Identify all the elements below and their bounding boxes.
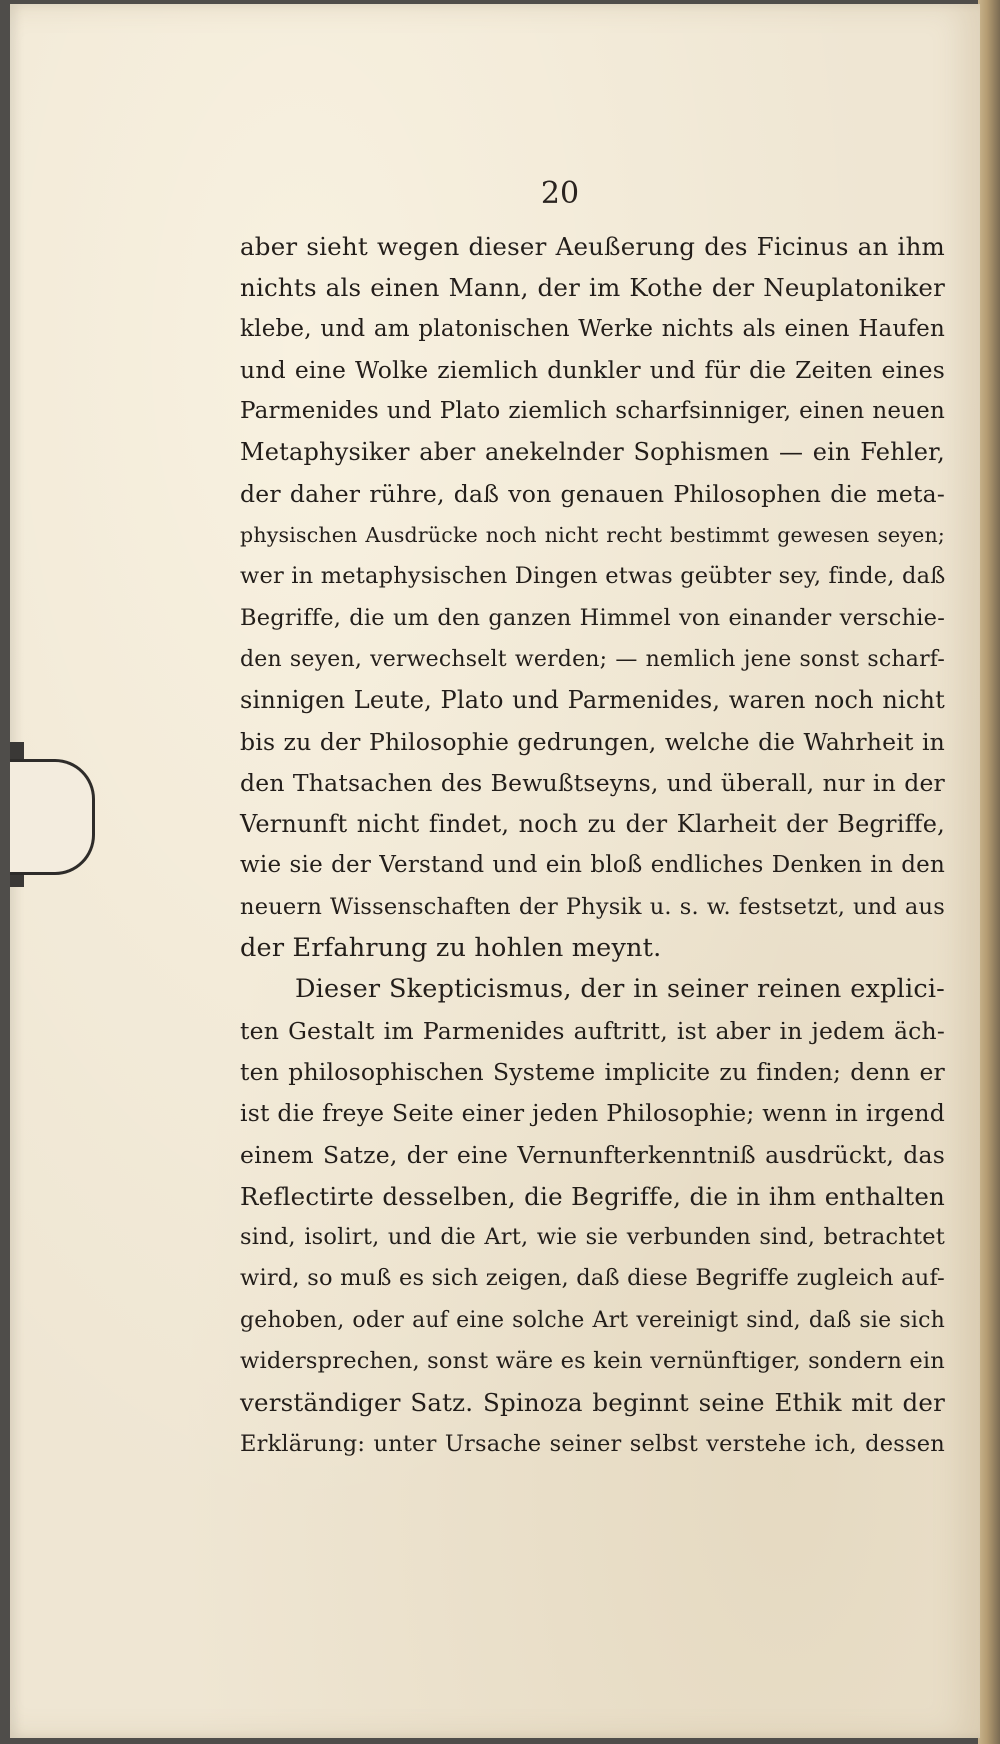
text-line: Metaphysiker aber anekelnder Sophismen — ein Fehler, <box>240 438 945 467</box>
text-line: den seyen, verwechselt werden; — nemlich jene sonst scharf- <box>240 646 945 672</box>
page-edge <box>978 0 1000 1744</box>
text-line: wer in metaphysischen Dingen etwas geübter sey, finde, daß <box>240 563 946 590</box>
text-line: Reflectirte desselben, die Begriffe, die in ihm enthalten <box>240 1181 945 1211</box>
text-line: ten Gestalt im Parmenides auftritt, ist aber in jedem äch- <box>240 1016 945 1045</box>
text-line: der daher rühre, daß von genauen Philosophen die meta- <box>240 479 945 508</box>
text-line: verständiger Satz. Spinoza beginnt seine Ethik mit der <box>240 1388 945 1418</box>
text-line: wie sie der Verstand und ein bloß endliches Denken in den <box>240 852 945 879</box>
body-text <box>240 226 945 1465</box>
text-line: und eine Wolke ziemlich dunkler und für die Zeiten eines <box>240 355 945 384</box>
text-line: gehoben, oder auf eine solche Art vereinigt sind, daß sie sich <box>240 1307 945 1333</box>
text-line: den Thatsachen des Bewußtseyns, und überall, nur in der <box>240 768 945 797</box>
text-line: aber sieht wegen dieser Aeußerung des Ficinus an ihm <box>240 232 945 261</box>
text-line: widersprechen, sonst wäre es kein vernünftiger, sondern ein <box>240 1348 945 1375</box>
paragraph-end-line: der Erfahrung zu hohlen meynt. <box>240 933 662 964</box>
text-line: wird, so muß es sich zeigen, daß diese Begriffe zugleich auf- <box>240 1265 945 1292</box>
text-line: Erklärung: unter Ursache seiner selbst verstehe ich, dessen <box>240 1430 945 1457</box>
text-line: bis zu der Philosophie gedrungen, welche die Wahrheit in <box>240 727 945 756</box>
clip-tab <box>10 759 95 875</box>
text-line: ist die freye Seite einer jeden Philosophie; wenn in irgend <box>240 1099 945 1128</box>
page-number: 20 <box>540 176 580 211</box>
text-line: ten philosophischen Systeme implicite zu finden; denn er <box>240 1057 945 1086</box>
text-line: sinnigen Leute, Plato und Parmenides, waren noch nicht <box>240 686 945 715</box>
text-line: Parmenides und Plato ziemlich scharfsinniger, einen neuen <box>240 398 945 425</box>
text-line: sind, isolirt, und die Art, wie sie verbunden sind, betrachtet <box>240 1224 945 1251</box>
text-line: einem Satze, der eine Vernunfterkenntniß ausdrückt, das <box>240 1140 945 1169</box>
paragraph-start-line: Dieser Skepticismus, der in seiner reinen explici- <box>295 974 945 1005</box>
text-line: neuern Wissenschaften der Physik u. s. w. festsetzt, und aus <box>240 893 945 920</box>
text-line: Vernunft nicht findet, noch zu der Klarheit der Begriffe, <box>240 810 945 839</box>
text-line: Begriffe, die um den ganzen Himmel von einander verschie- <box>240 604 945 631</box>
book-page <box>10 4 980 1738</box>
text-line: physischen Ausdrücke noch nicht recht bestimmt gewesen seyen; <box>240 523 945 548</box>
text-line: klebe, und am platonischen Werke nichts als einen Haufen <box>240 315 945 342</box>
text-line: nichts als einen Mann, der im Kothe der Neuplatoniker <box>240 273 945 303</box>
